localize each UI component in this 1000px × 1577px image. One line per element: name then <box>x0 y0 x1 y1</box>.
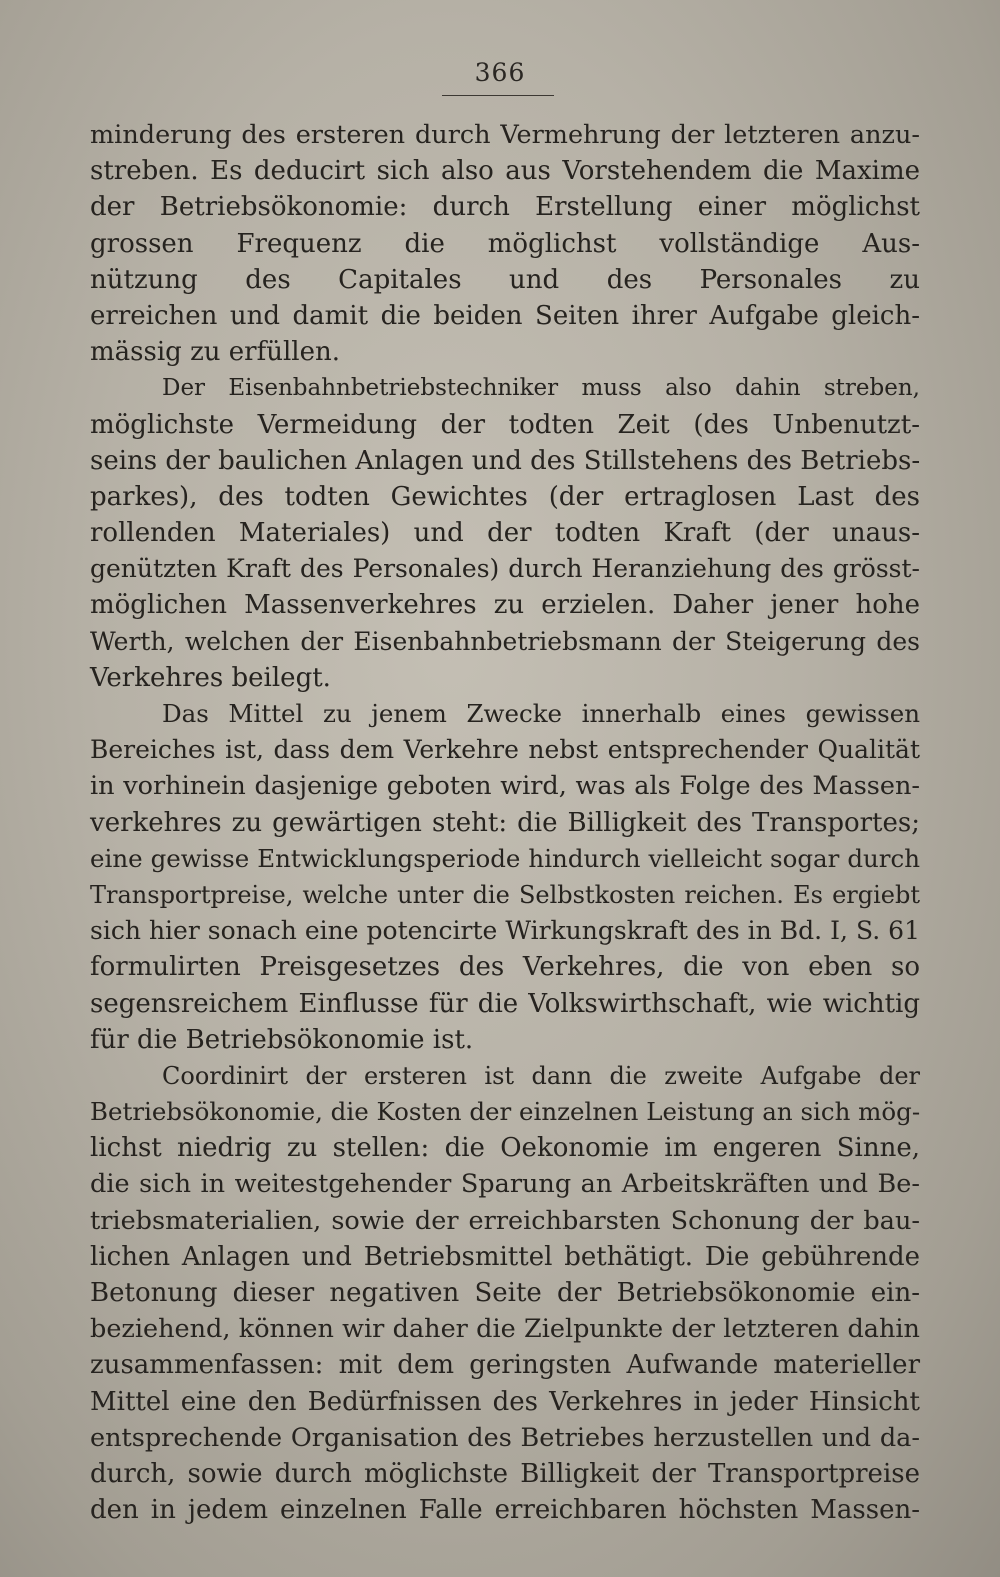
text-line: möglichen Massenverkehres zu erzielen. Daher jener hohe <box>90 590 920 621</box>
text-line: Der Eisenbahnbetriebstechniker muss also dahin streben, <box>162 375 920 402</box>
page-number: 366 <box>474 58 526 87</box>
text-line: rollenden Materiales) und der todten Kraft (der unaus- <box>90 518 920 549</box>
text-line: minderung des ersteren durch Vermehrung der letzteren anzu- <box>90 120 920 150</box>
text-line: Betriebsökonomie, die Kosten der einzelnen Leistung an sich mög- <box>90 1097 921 1127</box>
text-line: beziehend, können wir daher die Zielpunkte der letzteren dahin <box>90 1314 920 1345</box>
text-line: mässig zu erfüllen. <box>90 337 340 368</box>
text-line: sich hier sonach eine potencirte Wirkungskraft des in Bd. I, S. 61 <box>90 916 920 946</box>
text-line: streben. Es deducirt sich also aus Vorstehendem die Maxime <box>90 156 920 187</box>
text-line: genützten Kraft des Personales) durch Heranziehung des grösst- <box>90 554 920 584</box>
text-line: Verkehres beilegt. <box>90 662 331 693</box>
body-text <box>90 117 920 1528</box>
text-line: lichst niedrig zu stellen: die Oekonomie im engeren Sinne, <box>90 1133 920 1164</box>
text-line: Betonung dieser negativen Seite der Betriebsökonomie ein- <box>90 1278 920 1308</box>
text-line: eine gewisse Entwicklungsperiode hindurch vielleicht sogar durch <box>90 843 920 873</box>
text-line: zusammenfassen: mit dem geringsten Aufwande materieller <box>90 1350 920 1381</box>
text-line: segensreichem Einflusse für die Volkswirthschaft, wie wichtig <box>90 988 920 1019</box>
text-line: grossen Frequenz die möglichst vollständige Aus- <box>90 228 920 259</box>
text-line: formulirten Preisgesetzes des Verkehres, die von eben so <box>90 952 920 983</box>
text-line: für die Betriebsökonomie ist. <box>90 1024 474 1055</box>
text-line: lichen Anlagen und Betriebsmittel bethätigt. Die gebührende <box>90 1241 920 1272</box>
text-line: der Betriebsökonomie: durch Erstellung einer möglichst <box>90 192 920 223</box>
text-line: seins der baulichen Anlagen und des Stillstehens des Betriebs- <box>90 445 921 476</box>
text-line: Mittel eine den Bedürfnissen des Verkehres in jeder Hinsicht <box>90 1386 920 1417</box>
text-line: Das Mittel zu jenem Zwecke innerhalb eines gewissen <box>162 699 920 728</box>
text-line: Bereiches ist, dass dem Verkehre nebst entsprechender Qualität <box>90 735 920 765</box>
page-number-rule <box>442 95 554 96</box>
text-line: erreichen und damit die beiden Seiten ihrer Aufgabe gleich- <box>90 300 920 331</box>
text-line: den in jedem einzelnen Falle erreichbaren höchsten Massen- <box>90 1495 920 1526</box>
text-line: die sich in weitestgehender Sparung an Arbeitskräften und Be- <box>90 1169 920 1200</box>
text-line: verkehres zu gewärtigen steht: die Billigkeit des Transportes; <box>90 807 920 838</box>
text-line: entsprechende Organisation des Betriebes herzustellen und da- <box>90 1422 920 1453</box>
text-line: nützung des Capitales und des Personales zu <box>90 264 920 295</box>
text-line: triebsmaterialien, sowie der erreichbarsten Schonung der bau- <box>90 1205 920 1236</box>
text-line: in vorhinein dasjenige geboten wird, was als Folge des Massen- <box>90 771 920 802</box>
text-line: Transportpreise, welche unter die Selbstkosten reichen. Es ergiebt <box>90 880 920 909</box>
text-line: parkes), des todten Gewichtes (der ertraglosen Last des <box>90 481 920 512</box>
text-line: Coordinirt der ersteren ist dann die zweite Aufgabe der <box>162 1061 920 1090</box>
text-line: Werth, welchen der Eisenbahnbetriebsmann der Steigerung des <box>90 626 920 656</box>
text-line: durch, sowie durch möglichste Billigkeit der Transportpreise <box>90 1458 920 1489</box>
text-line: möglichste Vermeidung der todten Zeit (des Unbenutzt- <box>90 409 920 440</box>
